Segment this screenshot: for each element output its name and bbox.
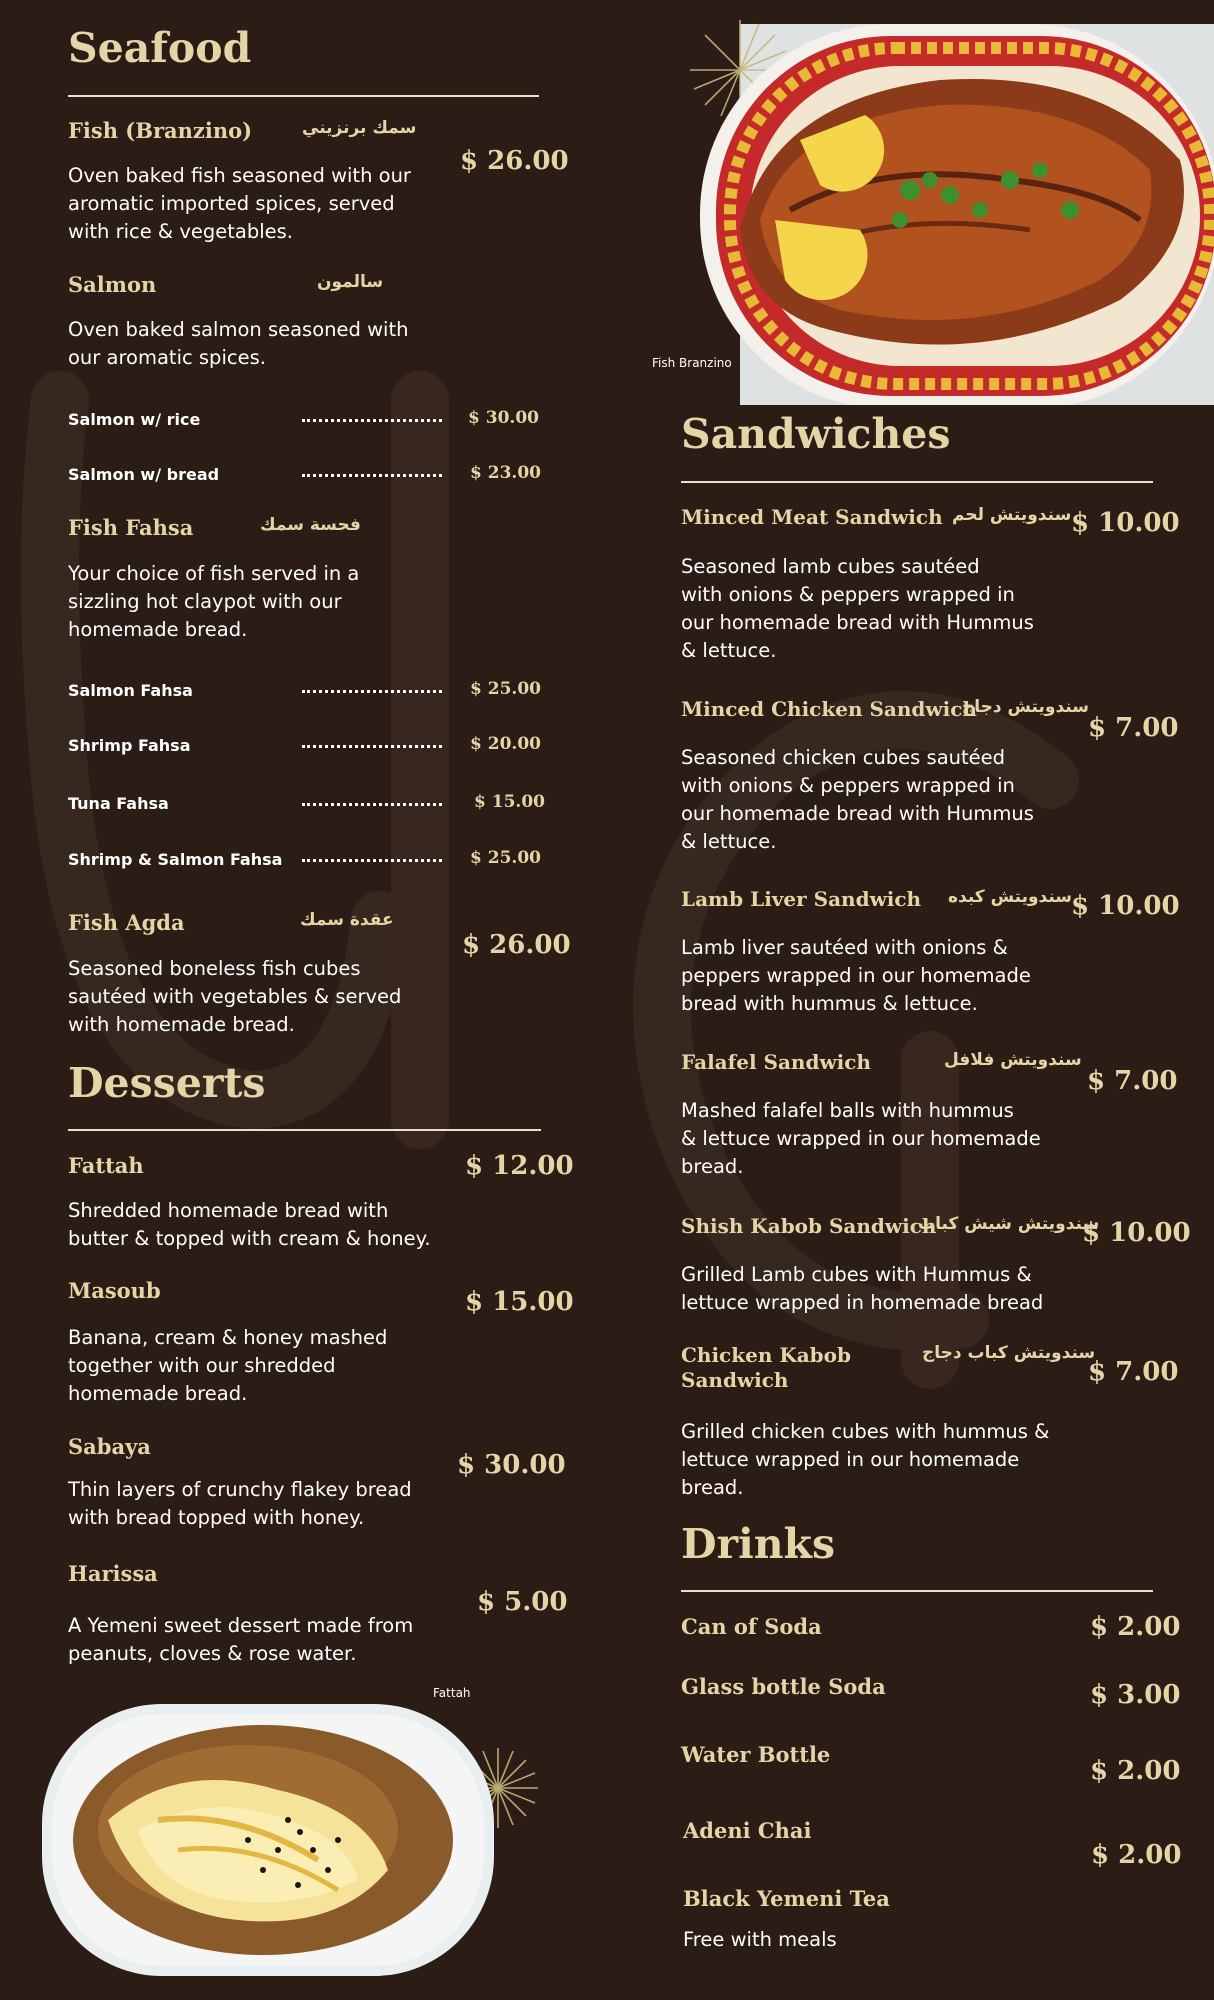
fish-fahsa-name: Fish Fahsa: [68, 515, 194, 540]
fish-branzino-price: $ 26.00: [460, 146, 569, 176]
seafood-divider: [68, 95, 539, 97]
chicken-kabob-sandwich-name: Chicken Kabob Sandwich: [681, 1343, 851, 1392]
falafel-sandwich-description: Mashed falafel balls with hummus & lettuce wrapped in our homemade bread.: [681, 1099, 1041, 1178]
sandwiches-heading: Sandwiches: [681, 410, 951, 458]
sabaya-description: Thin layers of crunchy flakey bread with bread topped with honey.: [68, 1478, 412, 1529]
fish-branzino-description: Oven baked fish seasoned with our aromatic imported spices, served with rice & vegetables.: [68, 164, 411, 243]
fattah-photo-caption: Fattah: [433, 1686, 471, 1700]
masoub-name: Masoub: [68, 1278, 161, 1303]
adeni-chai-name: Adeni Chai: [683, 1818, 812, 1843]
masoub-price: $ 15.00: [465, 1287, 574, 1317]
harissa-price: $ 5.00: [477, 1587, 568, 1617]
drinks-heading: Drinks: [681, 1520, 836, 1568]
black-yemeni-tea-name: Black Yemeni Tea: [683, 1886, 890, 1911]
chicken-kabob-sandwich-description: Grilled chicken cubes with hummus & lettuce wrapped in our homemade bread.: [681, 1420, 1050, 1499]
salmon-arabic: سالمون: [317, 272, 384, 292]
minced-meat-sandwich-arabic: سندويتش لحم: [952, 505, 1072, 525]
chicken-kabob-sandwich-arabic: سندويتش كباب دجاج: [922, 1343, 1096, 1363]
lamb-liver-sandwich-name: Lamb Liver Sandwich: [681, 887, 922, 911]
lamb-liver-sandwich-description: Lamb liver sautéed with onions & peppers wrapped in our homemade bread with hummus & lettuce.: [681, 936, 1031, 1015]
can-of-soda-name: Can of Soda: [681, 1614, 822, 1639]
desserts-divider: [68, 1129, 541, 1131]
shrimp-fahsa-name: Shrimp Fahsa: [68, 736, 191, 755]
harissa-description: A Yemeni sweet dessert made from peanuts, cloves & rose water.: [68, 1614, 414, 1665]
harissa-name: Harissa: [68, 1561, 158, 1586]
desserts-heading: Desserts: [68, 1059, 266, 1107]
tuna-fahsa-price: $ 15.00: [474, 792, 545, 812]
fish-branzino-name: Fish (Branzino): [68, 118, 253, 143]
shish-kabob-sandwich-arabic: سندويتش شيش كباب: [918, 1214, 1100, 1234]
glass-bottle-soda-price: $ 3.00: [1090, 1680, 1181, 1710]
masoub-description: Banana, cream & honey mashed together with our shredded homemade bread.: [68, 1326, 388, 1405]
salmon-bread-name: Salmon w/ bread: [68, 465, 220, 484]
leader-dots: [302, 419, 442, 422]
salmon-fahsa-name: Salmon Fahsa: [68, 681, 193, 700]
leader-dots: [302, 745, 442, 748]
fish-branzino-arabic: سمك برنزيني: [302, 118, 417, 138]
minced-chicken-sandwich-description: Seasoned chicken cubes sautéed with onions & peppers wrapped in our homemade bread with Hummus & lettuce.: [681, 746, 1034, 853]
fish-fahsa-arabic: فحسة سمك: [260, 515, 361, 535]
falafel-sandwich-price: $ 7.00: [1087, 1066, 1178, 1096]
leader-dots: [302, 803, 442, 806]
salmon-fahsa-price: $ 25.00: [470, 679, 541, 699]
drinks-divider: [681, 1590, 1153, 1592]
fattah-price: $ 12.00: [465, 1151, 574, 1181]
salmon-bread-price: $ 23.00: [470, 463, 541, 483]
adeni-chai-price: $ 2.00: [1091, 1840, 1182, 1870]
minced-chicken-sandwich-name: Minced Chicken Sandwich: [681, 697, 977, 721]
leader-dots: [302, 690, 442, 693]
minced-chicken-sandwich-arabic: سندويتش دجاج: [962, 697, 1089, 717]
sabaya-name: Sabaya: [68, 1434, 151, 1459]
water-bottle-price: $ 2.00: [1090, 1756, 1181, 1786]
minced-meat-sandwich-price: $ 10.00: [1071, 508, 1180, 538]
leader-dots: [302, 859, 442, 862]
minced-chicken-sandwich-price: $ 7.00: [1088, 713, 1179, 743]
fish-agda-arabic: عقدة سمك: [300, 910, 394, 930]
fattah-name: Fattah: [68, 1153, 144, 1178]
sabaya-price: $ 30.00: [457, 1450, 566, 1480]
salmon-description: Oven baked salmon seasoned with our aromatic spices.: [68, 318, 409, 369]
shrimp-fahsa-price: $ 20.00: [470, 734, 541, 754]
lamb-liver-sandwich-arabic: سندويتش كبده: [948, 887, 1072, 907]
fattah-photo: [38, 1700, 558, 1980]
chicken-kabob-sandwich-price: $ 7.00: [1088, 1357, 1179, 1387]
salmon-rice-price: $ 30.00: [468, 408, 539, 428]
shish-kabob-sandwich-description: Grilled Lamb cubes with Hummus & lettuce wrapped in homemade bread: [681, 1263, 1044, 1314]
fish-agda-price: $ 26.00: [462, 930, 571, 960]
fish-branzino-photo-caption: Fish Branzino: [652, 356, 732, 370]
salmon-name: Salmon: [68, 272, 157, 297]
leader-dots: [302, 474, 442, 477]
shish-kabob-sandwich-price: $ 10.00: [1082, 1218, 1191, 1248]
shrimp-salmon-fahsa-name: Shrimp & Salmon Fahsa: [68, 850, 283, 869]
minced-meat-sandwich-description: Seasoned lamb cubes sautéed with onions & peppers wrapped in our homemade bread with Hummus & lettuce.: [681, 555, 1034, 662]
shish-kabob-sandwich-name: Shish Kabob Sandwich: [681, 1214, 937, 1238]
shrimp-salmon-fahsa-price: $ 25.00: [470, 848, 541, 868]
black-yemeni-tea-note: Free with meals: [683, 1928, 837, 1951]
fish-fahsa-description: Your choice of fish served in a sizzling hot claypot with our homemade bread.: [68, 562, 360, 641]
minced-meat-sandwich-name: Minced Meat Sandwich: [681, 505, 943, 529]
falafel-sandwich-name: Falafel Sandwich: [681, 1050, 871, 1074]
sandwiches-divider: [681, 481, 1153, 483]
water-bottle-name: Water Bottle: [681, 1742, 831, 1767]
falafel-sandwich-arabic: سندويتش فلافل: [944, 1050, 1082, 1070]
can-of-soda-price: $ 2.00: [1090, 1612, 1181, 1642]
seafood-heading: Seafood: [68, 24, 252, 72]
lamb-liver-sandwich-price: $ 10.00: [1071, 891, 1180, 921]
fattah-description: Shredded homemade bread with butter & topped with cream & honey.: [68, 1199, 431, 1250]
fish-branzino-photo: [680, 10, 1214, 405]
tuna-fahsa-name: Tuna Fahsa: [68, 794, 169, 813]
fish-agda-name: Fish Agda: [68, 910, 185, 935]
glass-bottle-soda-name: Glass bottle Soda: [681, 1674, 886, 1699]
salmon-rice-name: Salmon w/ rice: [68, 410, 201, 429]
fish-agda-description: Seasoned boneless fish cubes sautéed with vegetables & served with homemade bread.: [68, 957, 402, 1036]
